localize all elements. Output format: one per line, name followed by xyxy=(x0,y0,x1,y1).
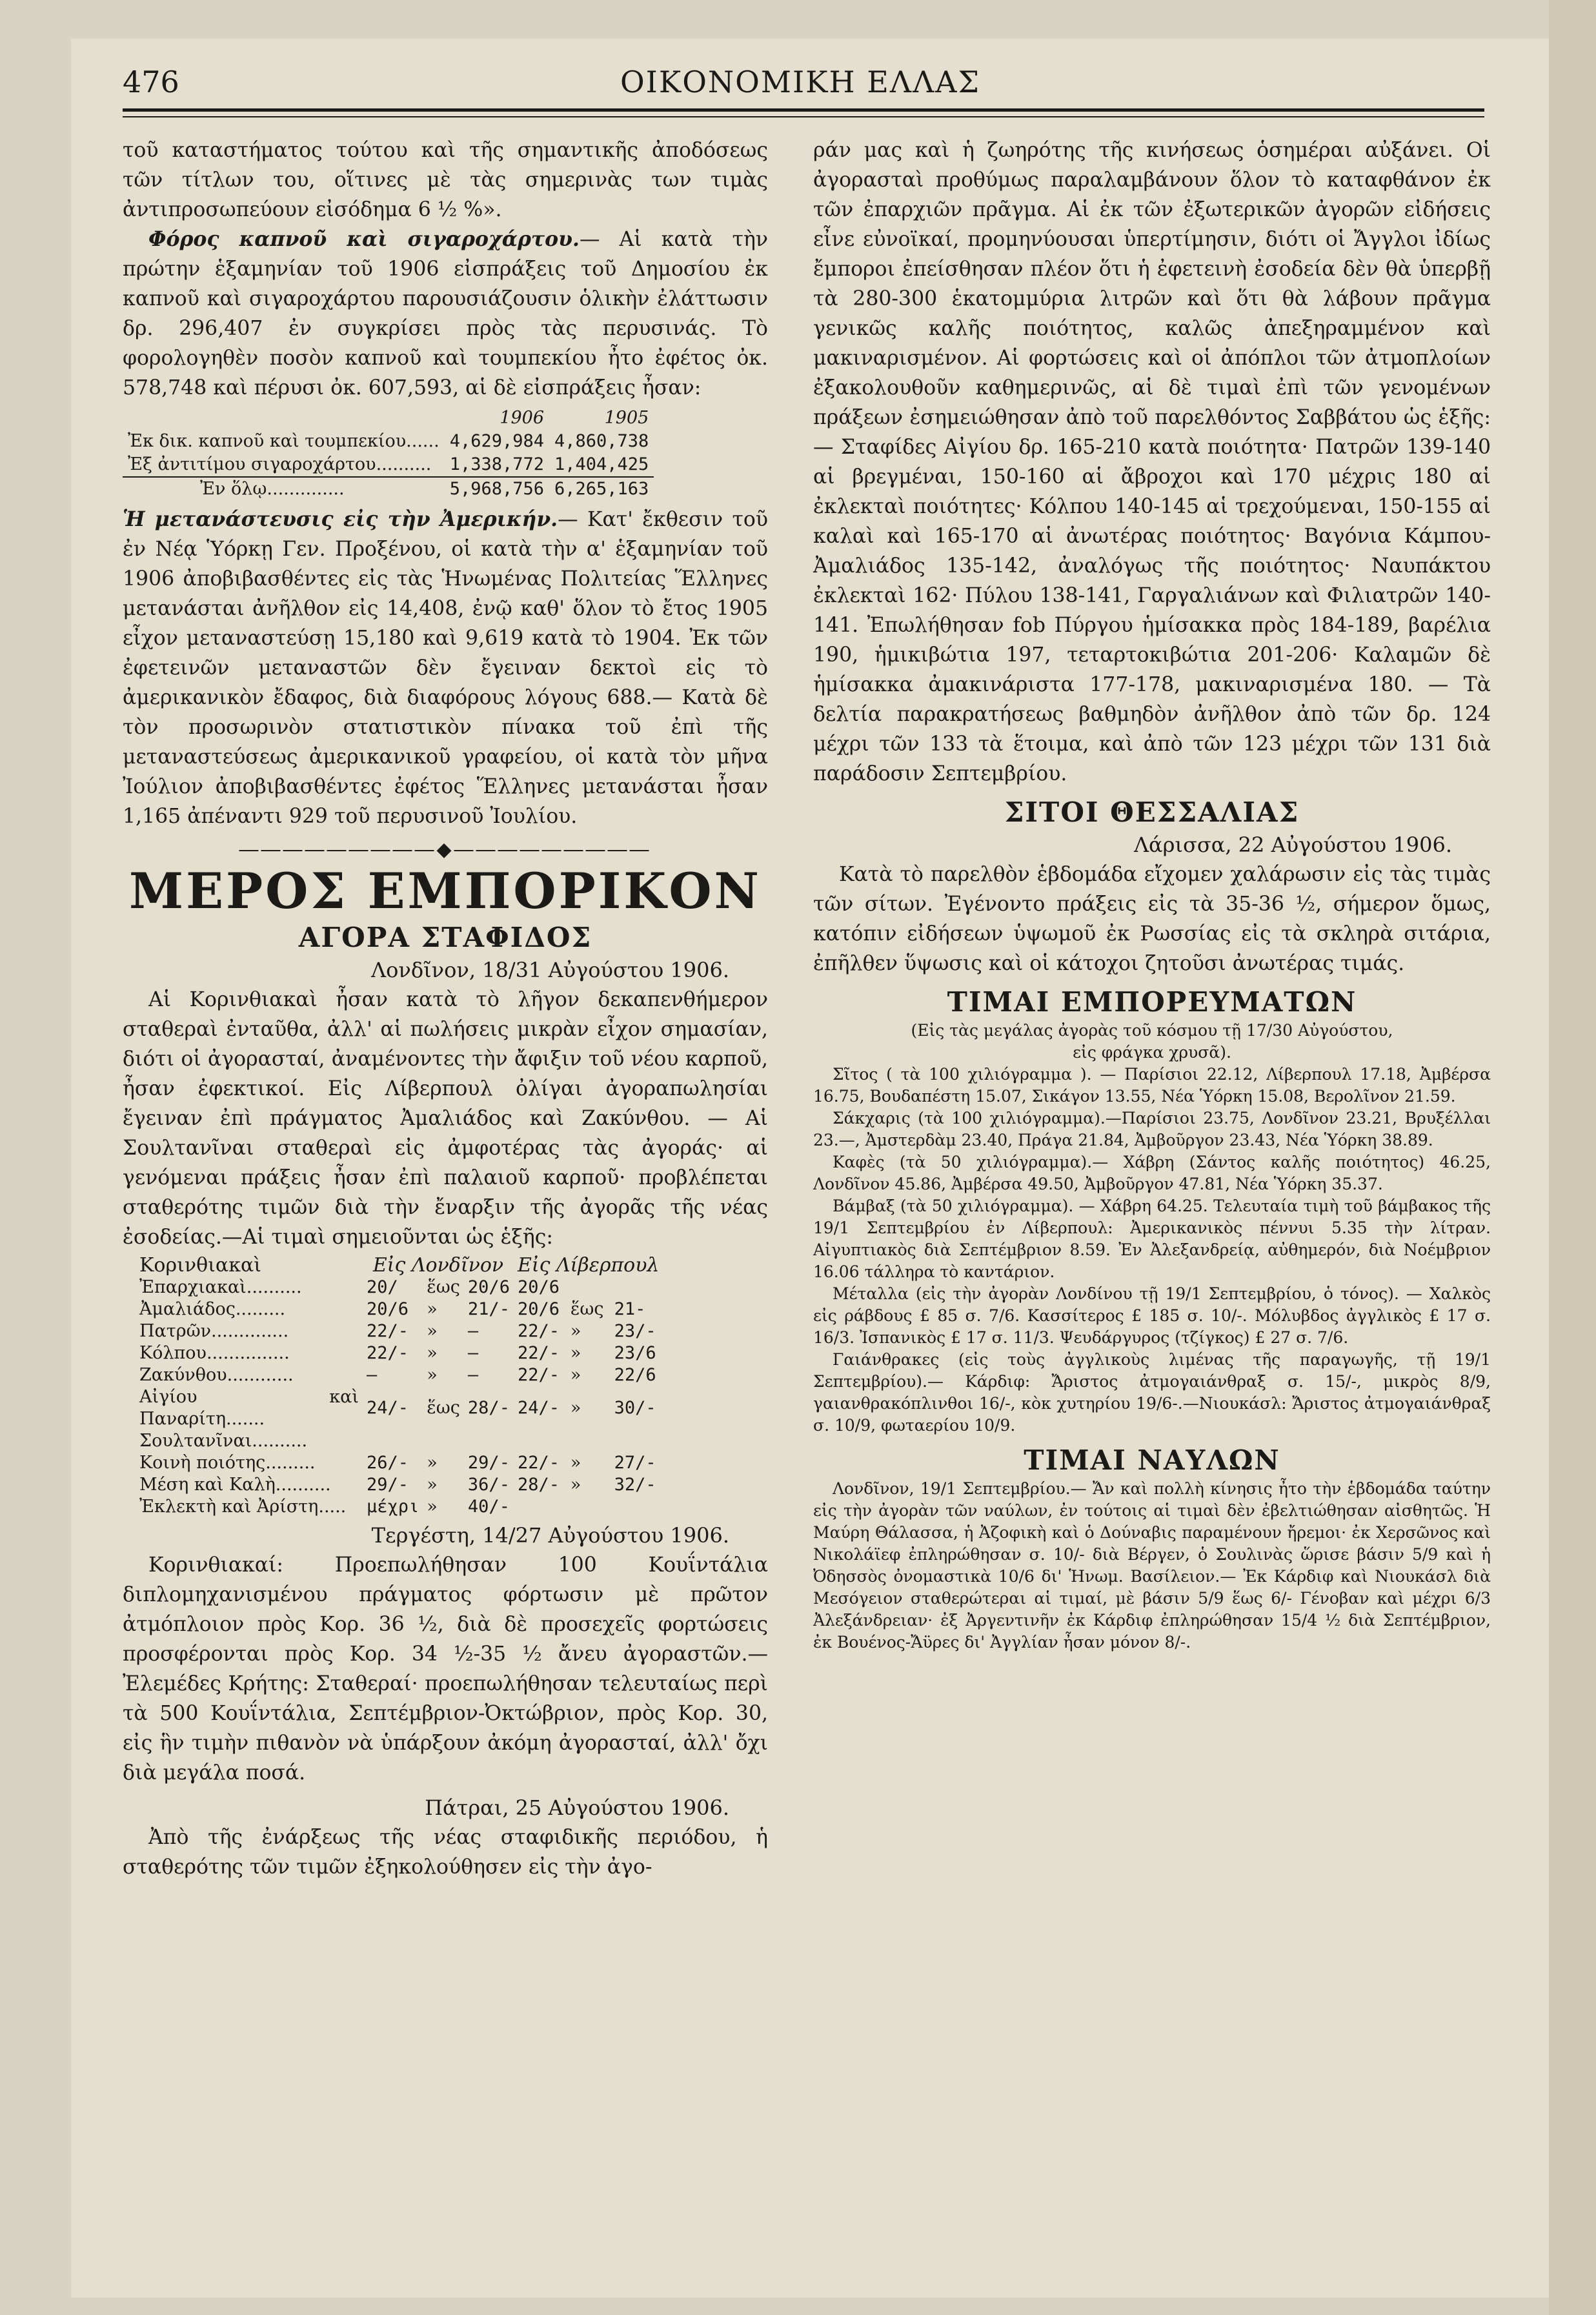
currant-name: Μέση καὶ Καλὴ.......... xyxy=(139,1475,331,1495)
london-sep: ἕως xyxy=(427,1277,460,1297)
row-label: Ἐξ ἀντιτίμου σιγαροχάρτου.......... xyxy=(128,454,432,474)
currant-name: Ζακύνθου............ xyxy=(139,1365,294,1385)
page-number: 476 xyxy=(123,65,179,99)
london-low: 26/- xyxy=(367,1453,409,1473)
london-low: — xyxy=(367,1365,378,1385)
london-low: μέχρι xyxy=(367,1497,419,1517)
liverpool-low: 20/6 xyxy=(517,1299,560,1319)
paragraph-grain: Κατὰ τὸ παρελθὸν ἑβδομάδα εἴχομεν χαλάρωσιν εἰς τὰς τιμὰς τῶν σίτων. Ἐγένοντο πράξεις εἰς τὰ 35-36 ½, σήμερον ὅμως, κατόπιν εἰδήσεων ὑψωμοῦ ἐκ Ρωσσίας εἰς τὰ σκληρὰ σιτάρια, ἐπῆλθεν ὕψωσις καὶ οἱ κάτοχοι ζητοῦσι ἀνωτέρας τιμάς. xyxy=(813,863,1491,975)
london-sep: » xyxy=(427,1475,438,1495)
header-rule-thin xyxy=(123,116,1484,117)
table-row xyxy=(136,1430,663,1452)
goods-subtitle-line-2: εἰς φράγκα χρυσᾶ). xyxy=(1073,1043,1231,1062)
running-title: ΟΙΚΟΝΟΜΙΚΗ ΕΛΛΑΣ xyxy=(620,65,981,99)
row-value-1906: 1,338,772 xyxy=(449,454,544,474)
london-high xyxy=(464,1430,514,1452)
table-row xyxy=(136,1496,663,1518)
london-high: 29/- xyxy=(467,1453,510,1473)
table-row xyxy=(136,1364,663,1386)
tobacco-tax-heading: Φόρος καπνοῦ καὶ σιγαροχάρτου. xyxy=(148,227,580,251)
liverpool-high: 27/- xyxy=(614,1453,656,1473)
price-wheat: Σῖτος ( τὰ 100 χιλιόγραμμα ). — Παρίσιοι 22.12, Λίβερπουλ 17.18, Ἀμβέρσα 16.75, Βουδαπέστη 15.07, Σικάγον 13.55, Νέα Ὑόρκη 15.08, Βερολῖνον 21.59. xyxy=(813,1065,1491,1106)
price-coal: Γαιάνθρακες (εἰς τοὺς ἀγγλικοὺς λιμένας τῆς παραγωγῆς, τῇ 19/1 Σεπτεμβρίου).— Κάρδιφ: Ἄριστος ἀτμογαιάνθραξ σ. 15/-, μικρὸς 8/9, γαιανθρακόπλινθοι 16/-, κὸκ χυτηρίου 19/6-.—Νιουκάσλ: Ἄριστος ἀτμογαιάνθραξ σ. 10/9, φωταερίου 10/9. xyxy=(813,1350,1491,1435)
liverpool-low: 20/6 xyxy=(517,1277,560,1297)
liverpool-high: 22/6 xyxy=(614,1365,656,1385)
total-value-1906: 5,968,756 xyxy=(445,477,549,501)
tax-receipts-table xyxy=(123,407,654,501)
liverpool-low: 22/- xyxy=(517,1365,560,1385)
journal-page xyxy=(71,39,1549,2298)
london-sep: » xyxy=(427,1299,438,1319)
paragraph-trieste: Κορινθιακαί: Προεπωλήθησαν 100 Κουΐντάλια διπλομηχανισμένου πράγματος φόρτωσιν μὲ πρῶτον ἀτμόπλοιον πρὸς Κορ. 36 ½, διὰ δὲ προσεχεῖς φορτώσεις προσφέρονται πρὸς Κορ. 34 ½-35 ½ ἄνευ ἀγοραστῶν.— Ἐλεμέδες Κρήτης: Σταθεραί· προεπωλήθησαν τελευταίως περὶ τὰ 500 Κουΐντάλια, Σεπτέμβριον-Ὀκτώβριον, πρὸς Κορ. 30, εἰς ἣν τιμὴν πιθανὸν νὰ ὑπάρξουν ἀκόμη ἀγορασταί, ἀλλ' ὄχι διὰ μεγάλα ποσά. xyxy=(123,1553,768,1784)
trieste-dateline: Τεργέστη, 14/27 Αὐγούστου 1906. xyxy=(371,1523,729,1548)
paragraph-freight: Λονδῖνον, 19/1 Σεπτεμβρίου.— Ἄν καὶ πολλὴ κίνησις ἦτο τὴν ἑβδομάδα ταύτην εἰς τὴν ἀγορὰν τῶν ναύλων, ἐν τούτοις αἱ τιμαὶ δὲν ἐβελτιώθησαν αἰσθητῶς. Ἡ Μαύρη Θάλασσα, ἡ Ἀζοφικὴ καὶ ὁ Δούναβις παραμένουν ἤρεμοι· ἐκ Χερσῶνος καὶ Νικολάϊεφ ἐπληρώθησαν σ. 10/- διὰ Βέργεν, ὁ Σουλινὰς ὥρισε βάσιν 5/9 καὶ ἡ Ὀδησσὸς ὀνομαστικὰ 10/6 δι' Ἡνωμ. Βασίλειον.— Ἐκ Κάρδιφ καὶ Νιουκάσλ διὰ Μεσόγειον σταθερώτεραι αἱ τιμαί, μὲ βάσιν 5/9 ἕως 6/- Γένοβαν καὶ μέχρι 6/3 Ἀλεξάνδρειαν· ἐξ Ἀργεντινῆν ἐκ Κάρδιφ ἐπληρώθησαν 15/4 ½ διὰ Σεπτέμβριον, ἐκ Βουένος-Ἄϋρες δι' Ἀγγλίαν ἦσαν μόνον 8/-. xyxy=(813,1479,1491,1652)
london-high: 40/- xyxy=(467,1497,510,1517)
raisin-dateline: Λονδῖνον, 18/31 Αὐγούστου 1906. xyxy=(371,958,729,982)
total-value-1905: 6,265,163 xyxy=(549,477,654,501)
currant-name: Ἐπαρχιακαὶ.......... xyxy=(139,1277,302,1297)
currant-name: Ἀμαλιάδος......... xyxy=(139,1299,286,1319)
patras-dateline: Πάτραι, 25 Αὐγούστου 1906. xyxy=(425,1795,729,1820)
table-row xyxy=(136,1474,663,1496)
liverpool-high: 23/6 xyxy=(614,1343,656,1363)
raisin-market-title: ΑΓΟΡΑ ΣΤΑΦΙΔΟΣ xyxy=(298,922,592,953)
tobacco-tax-text: — Αἱ κατὰ τὴν πρώτην ἑξαμηνίαν τοῦ 1906 εἰσπράξεις τοῦ Δημοσίου ἐκ καπνοῦ καὶ σιγαροχάρτου παρουσιάζουσιν ὁλικὴν ἐλάττωσιν δρ. 296,407 ἐν συγκρίσει πρὸς τὰς περυσινάς. Τὸ φορολογηθὲν ποσὸν καπνοῦ καὶ τουμπεκίου ἦτο ἐφέτος ὀκ. 578,748 καὶ πέρυσι ὀκ. 607,593, αἱ δὲ εἰσπράξεις ἦσαν: xyxy=(123,228,769,399)
freight-prices-title: ΤΙΜΑΙ ΝΑΥΛΩΝ xyxy=(1024,1444,1280,1476)
year-1906-header: 1906 xyxy=(500,408,544,428)
goods-prices-title: ΤΙΜΑΙ ΕΜΠΟΡΕΥΜΑΤΩΝ xyxy=(947,986,1357,1018)
currant-name: Ἐκλεκτὴ καὶ Ἀρίστη..... xyxy=(139,1497,347,1517)
price-sugar: Σάκχαρις (τὰ 100 χιλιόγραμμα).—Παρίσιοι 23.75, Λονδῖνον 23.21, Βρυξέλλαι 23.—, Ἀμστερδὰμ 23.40, Πράγα 21.84, Ἀμβοῦργον 23.43, Νέα Ὑόρκη 38.89. xyxy=(813,1109,1491,1149)
liverpool-sep: » xyxy=(570,1475,581,1495)
london-sep: » xyxy=(427,1453,438,1473)
london-high: — xyxy=(467,1365,479,1385)
london-low: 22/- xyxy=(367,1343,409,1363)
liverpool-low xyxy=(514,1430,567,1452)
table-row xyxy=(136,1342,663,1364)
table-row xyxy=(136,1320,663,1342)
liverpool-sep xyxy=(567,1496,611,1518)
liverpool-low: 22/- xyxy=(517,1343,560,1363)
grain-dateline: Λάρισσα, 22 Αὐγούστου 1906. xyxy=(1133,833,1452,857)
freight-text-block xyxy=(813,1478,1491,1653)
london-low: 29/- xyxy=(367,1475,409,1495)
currant-name: Κοινὴ ποιότης......... xyxy=(139,1453,316,1473)
london-high: 28/- xyxy=(467,1398,510,1418)
liverpool-low: 28/- xyxy=(517,1475,560,1495)
liverpool-sep: » xyxy=(570,1453,581,1473)
page-header xyxy=(123,58,1478,110)
currant-name: Αἰγίου καὶ Παναρίτη....... xyxy=(139,1387,359,1429)
currant-name: Σουλτανῖναι.......... xyxy=(139,1431,308,1451)
price-coffee: Καφὲς (τὰ 50 χιλιόγραμμα).— Χάβρη (Σάντος καλῆς ποιότητος) 46.25, Λονδῖνον 45.86, Ἀμβέρσα 49.50, Ἀμβοῦργον 47.81, Νέα Ὑόρκη 35.37. xyxy=(813,1153,1491,1193)
section-ornament: ―――――――――◆――――――――― xyxy=(239,838,652,861)
liverpool-high: 30/- xyxy=(614,1398,656,1418)
table-total-row xyxy=(123,477,654,501)
liverpool-sep: » xyxy=(570,1365,581,1385)
paragraph-patras: Ἀπὸ τῆς ἐνάρξεως τῆς νέας σταφιδικῆς περιόδου, ἡ σταθερότης τῶν τιμῶν ἐξηκολούθησεν εἰς τὴν ἀγο- xyxy=(123,1826,768,1879)
year-1905-header: 1905 xyxy=(604,408,649,428)
liverpool-sep: » xyxy=(570,1343,581,1363)
price-cotton: Βάμβαξ (τὰ 50 χιλιόγραμμα). — Χάβρη 64.25. Τελευταία τιμὴ τοῦ βάμβακος τῆς 19/1 Σεπτεμβρίου ἐν Λίβερπουλ: Ἀμερικανικὸς πέννυι 5.35 τὴν λίτραν. Αἰγυπτιακὸς διὰ Σεπτέμβριον 8.59. Ἐν Ἀλεξανδρείᾳ, αὐθημερόν, διὰ Νοέμβριον 16.06 τάλληρα τὸ καντάριον. xyxy=(813,1197,1491,1281)
liverpool-low xyxy=(514,1496,567,1518)
currant-rows xyxy=(136,1277,663,1518)
goods-subtitle-line-1: (Εἰς τὰς μεγάλας ἀγορὰς τοῦ κόσμου τῇ 17/30 Αὐγούστου, xyxy=(911,1021,1393,1040)
london-low: 20/ xyxy=(367,1277,398,1297)
table-row xyxy=(136,1452,663,1474)
section-title: ΜΕΡΟΣ ΕΜΠΟΡΙΚΟΝ xyxy=(128,862,762,920)
liverpool-sep xyxy=(567,1430,611,1452)
table-header-row xyxy=(136,1255,663,1277)
london-high: 20/6 xyxy=(467,1277,510,1297)
row-value-1905: 1,404,425 xyxy=(554,454,649,474)
london-header: Εἰς Λονδῖνον xyxy=(372,1254,504,1277)
grain-title: ΣΙΤΟΙ ΘΕΣΣΑΛΙΑΣ xyxy=(1004,796,1300,828)
left-column xyxy=(123,136,768,1882)
liverpool-header: Εἰς Λίβερπουλ xyxy=(517,1254,660,1277)
adjacent-page-edge xyxy=(1549,0,1596,2315)
liverpool-low: 22/- xyxy=(517,1453,560,1473)
liverpool-high xyxy=(611,1277,663,1299)
london-high: — xyxy=(467,1321,479,1341)
london-sep: ἕως xyxy=(427,1398,460,1418)
liverpool-sep: » xyxy=(570,1398,581,1418)
london-sep: » xyxy=(427,1497,438,1517)
emigration-text: — Κατ' ἔκθεσιν τοῦ ἐν Νέᾳ Ὑόρκῃ Γεν. Προξένου, οἱ κατὰ τὴν α' ἑξαμηνίαν τοῦ 1906 ἀποβιβασθέντες εἰς τὰς Ἡνωμένας Πολιτείας Ἕλληνες μετανάσται ἀνῆλθον εἰς 14,408, ἐνῷ καθ' ὅλον τὸ ἔτος 1905 εἶχον μεταναστεύσῃ 15,180 καὶ 9,619 κατὰ τὸ 1904. Ἐκ τῶν ἐφετεινῶν μεταναστῶν δὲν ἔγειναν δεκτοὶ εἰς τὸ ἀμερικανικὸν ἔδαφος, διὰ διαφόρους λόγους 688.— Κατὰ δὲ τὸν προσωρινὸν στατιστικὸν πίνακα τοῦ ἐπὶ τῆς μεταναστεύσεως ἀμερικανικοῦ γραφείου, οἱ κατὰ τὸν μῆνα Ἰούλιον ἀποβιβασθέντες ἐφέτος Ἕλληνες μετανάσται ἦσαν 1,165 ἀπέναντι 929 τοῦ περυσινοῦ Ἰουλίου. xyxy=(123,508,768,828)
liverpool-high xyxy=(611,1496,663,1518)
london-low: 20/6 xyxy=(367,1299,409,1319)
total-label: Ἐν ὅλῳ.............. xyxy=(123,477,445,501)
paragraph-patras-continued: ράν μας καὶ ἡ ζωηρότης τῆς κινήσεως ὁσημέραι αὐξάνει. Οἱ ἀγορασταὶ προθύμως παραλαμβάνουν ὅλον τὸ καταφθάνον ἐκ τῶν ἐπαρχιῶν πρᾶγμα. Αἱ ἐκ τῶν ἐξωτερικῶν ἀγορῶν εἰδήσεις εἶνε εὐνοϊκαί, προμηνύουσαι ὑπερτίμησιν, διότι οἱ Ἄγγλοι ἰδίως ἔμποροι ἐπείσθησαν πλέον ὅτι ἡ ἐφετεινὴ ἐσοδεία δὲν θὰ ὑπερβῇ τὰ 280-300 ἑκατομμύρια λιτρῶν καὶ ὅτι θὰ λάβουν πρᾶγμα γενικῶς καλῆς ποιότητος, καλῶς ἀπεξηραμμένον καὶ μακιναρισμένον. Αἱ φορτώσεις καὶ οἱ ἀπόπλοι τῶν ἀτμοπλοίων ἐξακολουθοῦν καθημερινῶς, αἱ δὲ τιμαὶ ἐπὶ τῶν γενομένων πράξεων ἐσημειώθησαν ἀπὸ τοῦ παρελθόντος Σαββάτου ὡς ἑξῆς: — Σταφίδες Αἰγίου δρ. 165-210 κατὰ ποιότητα· Πατρῶν 139-140 αἱ βρεγμέναι, 150-160 αἱ ἄβροχοι καὶ 170 μέχρις 180 αἱ ἐκλεκταὶ ποιότητες· Κόλπου 140-145 αἱ τρεχούμεναι, 150-155 αἱ καλαὶ καὶ 165-170 αἱ ἀνωτέρας ποιότητος· Βαγόνια Κάμπου-Ἀμαλιάδος 135-142, ἀναλόγως τῆς ποιότητος· Ναυπάκτου ἐκλεκταὶ 162· Πύλου 138-141, Γαργαλιάνων καὶ Φιλιατρῶν 140-141. Ἐπωλήθησαν fob Πύργου ἡμίσακκα πρὸς 184-189, βαρέλια 190, ἡμικιβώτια 197, τεταρτοκιβώτια 201-206· Καλαμῶν δὲ ἡμίσακκα ἀμακινάριστα 177-178, μακιναρισμένα 180. — Τὰ δελτία παρακρατήσεως βαθμηδὸν ἀνῆλθον ἀπὸ τῶν δρ. 124 μέχρι τῶν 133 τὰ ἕτοιμα, καὶ ἀπὸ τῶν 123 μέχρι τῶν 131 διὰ παράδοσιν Σεπτεμβρίου. xyxy=(813,139,1491,785)
liverpool-sep: ἕως xyxy=(570,1299,604,1319)
london-high: — xyxy=(467,1343,479,1363)
currant-name: Πατρῶν.............. xyxy=(139,1321,289,1341)
paragraph-tobacco-tax xyxy=(123,225,768,403)
liverpool-low: 24/- xyxy=(517,1398,560,1418)
london-low: 22/- xyxy=(367,1321,409,1341)
london-low: 24/- xyxy=(367,1398,409,1418)
row-label: Ἐκ δικ. καπνοῦ καὶ τουμπεκίου...... xyxy=(128,431,439,451)
paragraph-emigration xyxy=(123,505,768,831)
header-rule-thick xyxy=(123,108,1484,112)
liverpool-sep: » xyxy=(570,1321,581,1341)
liverpool-high: 32/- xyxy=(614,1475,656,1495)
table-row xyxy=(136,1386,663,1430)
table-row xyxy=(123,430,654,453)
liverpool-sep xyxy=(567,1277,611,1299)
goods-price-list xyxy=(813,1064,1491,1437)
london-sep xyxy=(423,1430,464,1452)
price-metals: Μέταλλα (εἰς τὴν ἀγορὰν Λονδίνου τῇ 19/1 Σεπτεμβρίου, ὁ τόνος). — Χαλκὸς εἰς ράβδους £ 85 σ. 7/6. Κασσίτερος £ 185 σ. 10/-. Μόλυβδος ἀγγλικὸς £ 17 σ. 16/3. Ἰσπανικὸς £ 17 σ. 11/3. Ψευδάργυρος (τζίγκος) £ 27 σ. 7/6. xyxy=(813,1284,1491,1347)
currants-header: Κορινθιακαὶ xyxy=(139,1254,261,1277)
liverpool-high: 21- xyxy=(614,1299,646,1319)
london-sep: » xyxy=(427,1343,438,1363)
paragraph-continued: τοῦ καταστήματος τούτου καὶ τῆς σημαντικῆς ἀποδόσεως τῶν τίτλων του, οἵτινες μὲ τὰς σημερινὰς των τιμὰς ἀντιπροσωπεύουν εἰσόδημα 6 ½ %». xyxy=(123,139,768,221)
row-value-1906: 4,629,984 xyxy=(449,431,544,451)
currant-name: Κόλπου............... xyxy=(139,1343,290,1363)
london-low xyxy=(363,1430,423,1452)
london-sep: » xyxy=(427,1365,438,1385)
london-sep: » xyxy=(427,1321,438,1341)
table-row xyxy=(123,453,654,477)
liverpool-high xyxy=(611,1430,663,1452)
liverpool-high: 23/- xyxy=(614,1321,656,1341)
emigration-heading: Ἡ μετανάστευσις εἰς τὴν Ἀμερικήν. xyxy=(123,507,558,531)
table-row xyxy=(136,1299,663,1320)
table-header-row xyxy=(123,407,654,430)
row-value-1905: 4,860,738 xyxy=(554,431,649,451)
table-row xyxy=(136,1277,663,1299)
liverpool-low: 22/- xyxy=(517,1321,560,1341)
london-high: 36/- xyxy=(467,1475,510,1495)
currant-price-table xyxy=(136,1255,663,1518)
right-column xyxy=(813,136,1491,1653)
paragraph-raisins-london: Αἱ Κορινθιακαὶ ἦσαν κατὰ τὸ λῆγον δεκαπενθήμερον σταθεραὶ ἐνταῦθα, ἀλλ' αἱ πωλήσεις μικρὰν εἶχον σημασίαν, διότι οἱ ἀγορασταί, ἀναμένοντες τὴν ἄφιξιν τοῦ νέου καρποῦ, ἦσαν ἐφεκτικοί. Εἰς Λίβερπουλ ὀλίγαι ἀγοραπωλησίαι ἔγειναν ἐπὶ πράγματος Ἀμαλιάδος καὶ Ζακύνθου. — Αἱ Σουλτανῖναι σταθεραὶ εἰς ἀμφοτέρας τὰς ἀγοράς· αἱ γενόμεναι πράξεις ἦσαν ἐπὶ παλαιοῦ καρποῦ· προβλέπεται σταθερότης τιμῶν διὰ τὴν ἔναρξιν τῆς ἀγορᾶς τῆς νέας ἐσοδείας.—Αἱ τιμαὶ σημειοῦνται ὡς ἑξῆς: xyxy=(123,988,768,1249)
london-high: 21/- xyxy=(467,1299,510,1319)
